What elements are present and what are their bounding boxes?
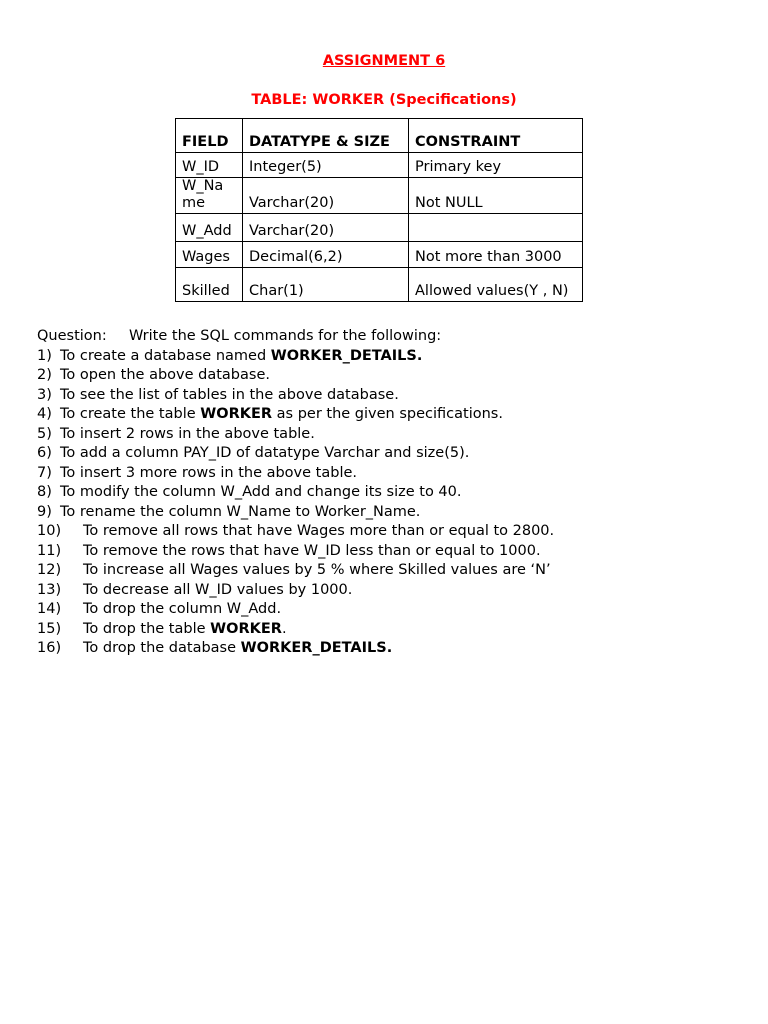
item-text-tail: . — [281, 620, 287, 637]
item-number: 1) — [37, 347, 52, 364]
item-text: To add a column PAY_ID of datatype Varchar and size(5). — [60, 445, 470, 461]
list-item — [37, 483, 554, 503]
item-number: 15) — [37, 620, 62, 637]
cell-constraint — [409, 214, 583, 242]
cell-datatype: Varchar(20) — [243, 178, 409, 214]
item-number: 13) — [37, 581, 62, 598]
list-item — [37, 386, 554, 406]
item-text: To increase all Wages values by 5 % where Skilled values are ‘N’ — [83, 562, 551, 578]
item-bold-text: WORKER_DETAILS. — [240, 640, 393, 656]
item-text: To remove the rows that have W_ID less than or equal to 1000. — [83, 542, 541, 559]
cell-constraint: Allowed values(Y , N) — [409, 268, 583, 302]
question-label: Question: — [37, 328, 107, 344]
item-bold-text: WORKER — [200, 406, 273, 422]
item-text-tail: as per the given specifications. — [272, 406, 503, 422]
list-item — [37, 522, 554, 542]
list-item — [37, 464, 554, 484]
header-constraint: CONSTRAINT — [409, 119, 583, 153]
header-datatype: DATATYPE & SIZE — [243, 119, 409, 153]
item-text: To insert 3 more rows in the above table. — [60, 464, 358, 481]
table-title: TABLE: WORKER (Specifications) — [251, 92, 517, 108]
item-bold-text: WORKER_DETAILS. — [270, 347, 423, 364]
item-number: 3) — [37, 386, 52, 403]
list-item — [37, 405, 554, 425]
cell-datatype: Char(1) — [243, 268, 409, 302]
cell-constraint: Not more than 3000 — [409, 242, 583, 268]
item-number: 16) — [37, 640, 62, 656]
question-heading — [37, 327, 554, 347]
list-item — [37, 639, 554, 659]
list-item — [37, 347, 554, 367]
cell-constraint: Not NULL — [409, 178, 583, 214]
item-number: 12) — [37, 562, 62, 578]
item-text: To insert 2 rows in the above table. — [60, 425, 315, 442]
cell-datatype: Decimal(6,2) — [243, 242, 409, 268]
list-item — [37, 425, 554, 445]
header-field: FIELD — [176, 119, 243, 153]
item-number: 2) — [37, 367, 52, 383]
item-text: To drop the column W_Add. — [83, 601, 282, 617]
item-text: To drop the table — [83, 620, 211, 637]
cell-field: W_Add — [176, 214, 243, 242]
question-block — [37, 327, 554, 659]
item-text: To decrease all W_ID values by 1000. — [83, 581, 353, 598]
item-number: 10) — [37, 523, 62, 539]
worker-spec-table — [175, 118, 583, 302]
item-number: 14) — [37, 601, 62, 617]
item-number: 7) — [37, 464, 52, 481]
list-item — [37, 581, 554, 601]
table-row — [176, 178, 583, 214]
cell-field: W_ID — [176, 153, 243, 178]
table-row — [176, 268, 583, 302]
assignment-title: ASSIGNMENT 6 — [322, 53, 446, 69]
cell-constraint: Primary key — [409, 153, 583, 178]
item-text: To remove all rows that have Wages more than or equal to 2800. — [83, 523, 555, 539]
table-row — [176, 242, 583, 268]
item-number: 8) — [37, 484, 52, 500]
item-bold-text: WORKER — [210, 620, 282, 637]
list-item — [37, 503, 554, 523]
table-row — [176, 214, 583, 242]
item-text: To rename the column W_Name to Worker_Name. — [60, 503, 421, 520]
cell-field: Wages — [176, 242, 243, 268]
cell-field: W_Name — [176, 178, 243, 214]
question-intro: Write the SQL commands for the following: — [129, 328, 442, 344]
table-header-row — [176, 119, 583, 153]
list-item — [37, 444, 554, 464]
list-item — [37, 366, 554, 386]
item-number: 5) — [37, 425, 52, 442]
cell-field: Skilled — [176, 268, 243, 302]
list-item — [37, 542, 554, 562]
item-number: 4) — [37, 406, 52, 422]
item-text: To create the table — [60, 406, 201, 422]
item-text: To see the list of tables in the above database. — [60, 386, 399, 403]
list-item — [37, 620, 554, 640]
item-number: 6) — [37, 445, 52, 461]
item-text: To create a database named — [60, 347, 271, 364]
item-text: To drop the database — [83, 640, 241, 656]
item-text: To modify the column W_Add and change its size to 40. — [60, 484, 462, 500]
cell-datatype: Varchar(20) — [243, 214, 409, 242]
item-number: 11) — [37, 542, 62, 559]
cell-datatype: Integer(5) — [243, 153, 409, 178]
list-item — [37, 561, 554, 581]
item-text: To open the above database. — [60, 367, 270, 383]
table-row — [176, 153, 583, 178]
item-number: 9) — [37, 503, 52, 520]
list-item — [37, 600, 554, 620]
